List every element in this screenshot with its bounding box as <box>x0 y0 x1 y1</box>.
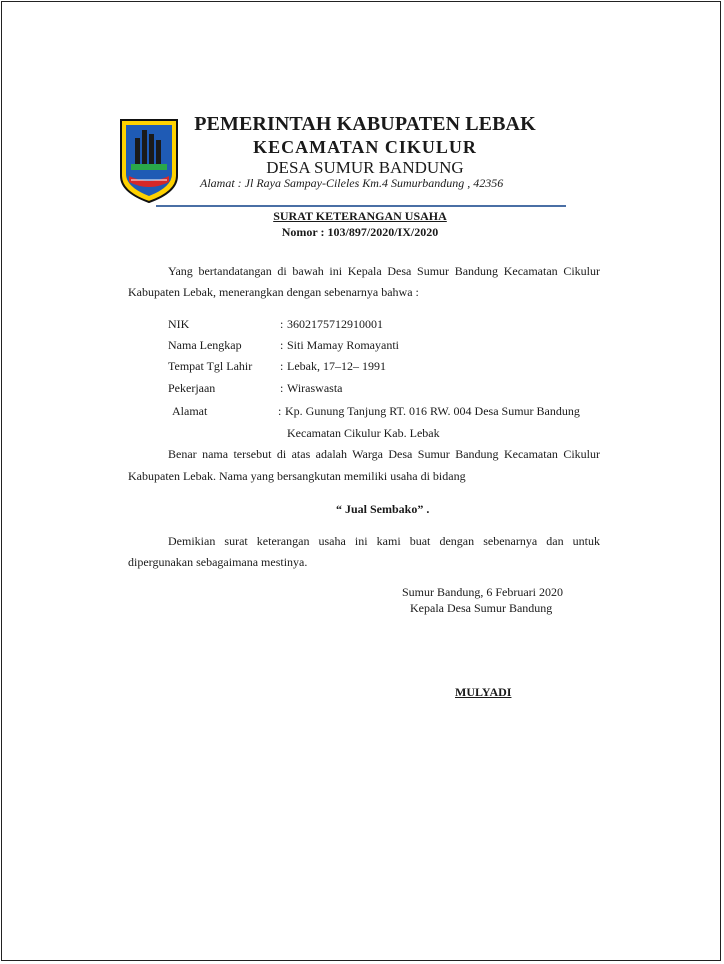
letter-number: Nomor : 103/897/2020/IX/2020 <box>281 225 439 239</box>
letterhead-district: KECAMATAN CIKULUR <box>253 137 477 157</box>
letter-title: SURAT KETERANGAN USAHA <box>273 209 447 223</box>
field-label-nik: NIK <box>168 317 190 331</box>
business-type: “ Jual Sembako” . <box>336 502 430 516</box>
field-label-alamat: Alamat <box>172 404 208 418</box>
closing-line-2: dipergunakan sebagaimana mestinya. <box>128 555 308 569</box>
opening-line-1: Yang bertandatangan di bawah ini Kepala Desa Sumur Bandung Kecamatan Cikulur <box>168 264 600 278</box>
letterhead <box>190 112 540 178</box>
closing-line-1: Demikian surat keterangan usaha ini kami buat dengan sebenarnya dan untuk <box>168 534 600 548</box>
field-label-nama: Nama Lengkap <box>168 338 242 352</box>
field-colon: : <box>280 338 284 352</box>
field-value-alamat: Kp. Gunung Tanjung RT. 016 RW. 004 Desa Sumur Bandung <box>285 404 580 418</box>
field-label-ttl: Tempat Tgl Lahir <box>168 359 253 373</box>
letterhead-regency: PEMERINTAH KABUPATEN LEBAK <box>194 113 536 135</box>
field-label-pekerjaan: Pekerjaan <box>168 381 216 395</box>
field-colon: : <box>280 359 284 373</box>
letter-title-block <box>230 208 490 240</box>
field-colon: : <box>280 381 284 395</box>
signature-place-date: Sumur Bandung, 6 Februari 2020 <box>402 585 563 599</box>
field-colon: : <box>280 317 284 331</box>
field-colon: : <box>278 404 282 418</box>
statement-line-2: Kabupaten Lebak. Nama yang bersangkutan memiliki usaha di bidang <box>128 469 466 483</box>
field-value-nama: Siti Mamay Romayanti <box>287 338 399 352</box>
opening-line-2: Kabupaten Lebak, menerangkan dengan sebenarnya bahwa : <box>128 285 419 299</box>
field-value-alamat-continued: Kecamatan Cikulur Kab. Lebak <box>287 426 440 440</box>
field-value-pekerjaan: Wiraswasta <box>287 381 343 395</box>
letterhead-divider <box>156 205 566 207</box>
signatory-name: MULYADI <box>455 685 512 699</box>
letterhead-address: Alamat : Jl Raya Sampay-Cileles Km.4 Sumurbandung , 42356 <box>200 176 504 190</box>
statement-line-1: Benar nama tersebut di atas adalah Warga Desa Sumur Bandung Kecamatan Cikulur <box>168 447 600 461</box>
signature-position: Kepala Desa Sumur Bandung <box>410 601 553 615</box>
field-value-nik: 3602175712910001 <box>287 317 383 331</box>
letterhead-village: DESA SUMUR BANDUNG <box>266 158 464 177</box>
field-value-ttl: Lebak, 17–12– 1991 <box>287 359 386 373</box>
kabupaten-lebak-emblem-icon <box>117 116 181 204</box>
